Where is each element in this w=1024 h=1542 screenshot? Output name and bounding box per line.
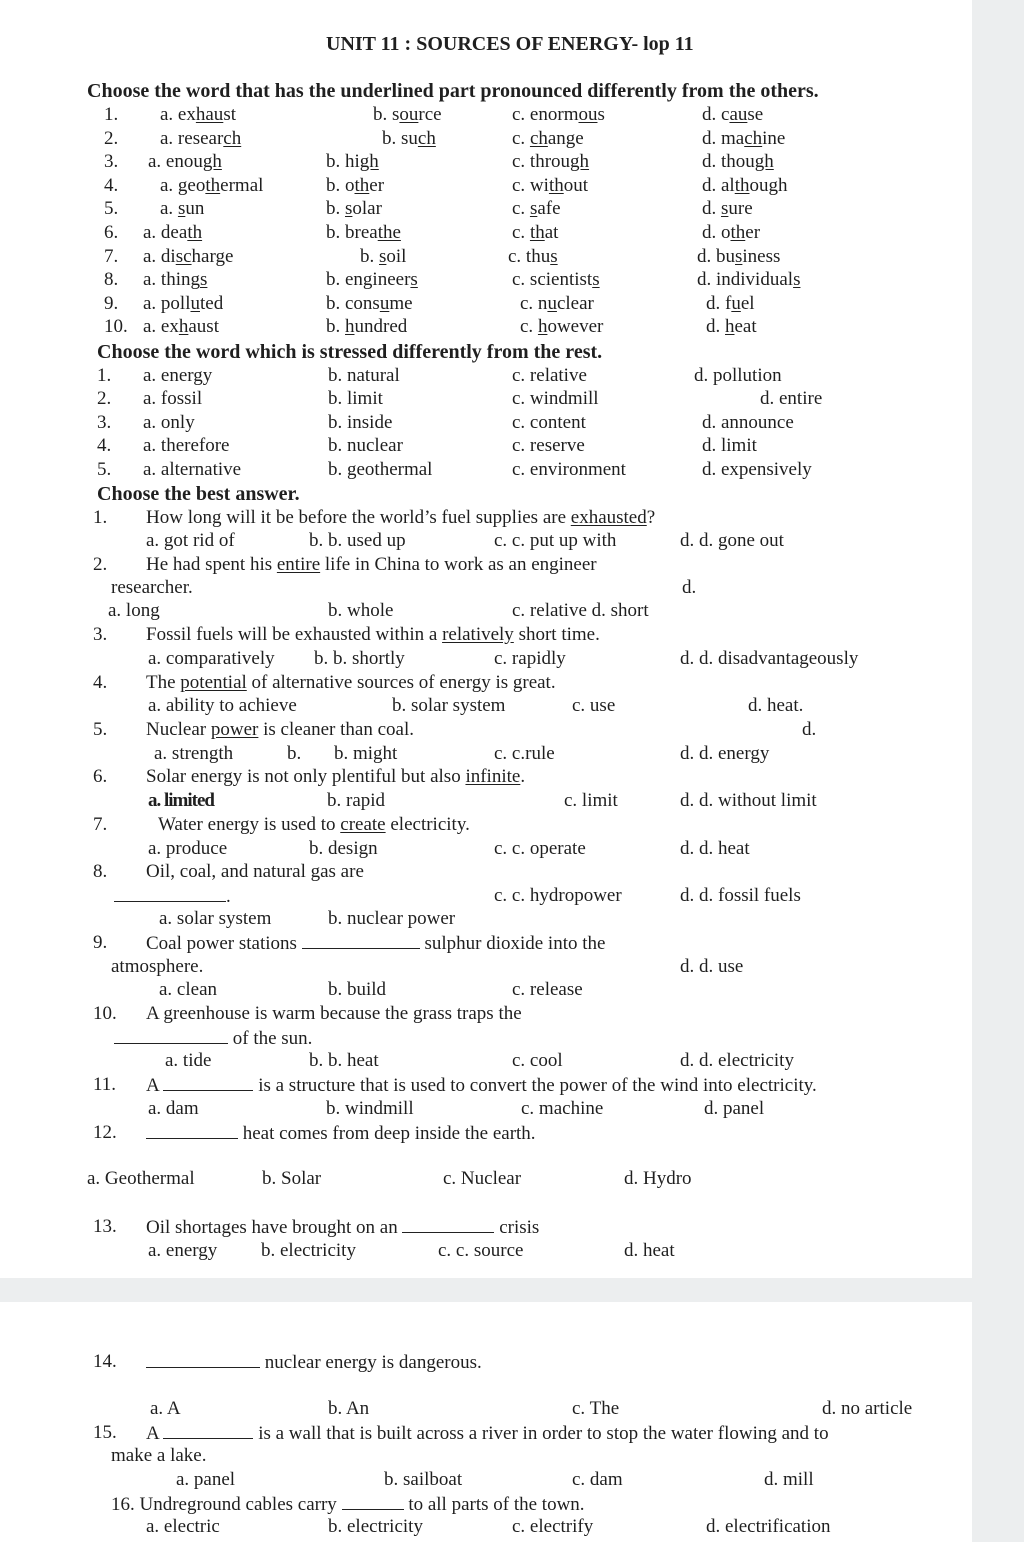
option-c: c. change — [512, 128, 584, 149]
option-a: a. electric — [146, 1516, 220, 1537]
option-d: d. although — [702, 175, 788, 196]
option-b: b. solar — [326, 198, 382, 219]
option-c: c. rapidly — [494, 648, 566, 669]
option-b: b. whole — [328, 600, 394, 621]
option-b: b. soil — [360, 246, 407, 267]
option-b: b. b. used up — [309, 530, 406, 551]
option-c: c. release — [512, 979, 583, 1000]
option-b: b. b. shortly — [314, 648, 405, 669]
option-d: d. though — [702, 151, 774, 172]
question-text: Solar energy is not only plentiful but also infinite. — [146, 766, 526, 787]
question-text-continued: researcher. — [111, 577, 193, 598]
question-number: 3. — [104, 151, 119, 172]
option-c: c. limit — [564, 790, 618, 811]
option-a: a. dam — [148, 1098, 199, 1119]
question-number: 14. — [93, 1351, 117, 1372]
question-number: 9. — [104, 293, 119, 314]
option-a: a. energy — [143, 365, 213, 386]
option-c: c. c.rule — [494, 743, 555, 764]
option-b: b. solar system — [392, 695, 506, 716]
question-number: 6. — [104, 222, 119, 243]
question-number: 15. — [93, 1422, 117, 1443]
option-a: a. things — [143, 269, 208, 290]
option-a: a. ability to achieve — [148, 695, 297, 716]
question-text: Coal power stations sulphur dioxide into the — [146, 933, 606, 954]
option-b: b. such — [382, 128, 436, 149]
option-b: b. might — [334, 743, 398, 764]
option-a: a. fossil — [143, 388, 203, 409]
option-b: b. geothermal — [328, 459, 433, 480]
option-b: b. hundred — [326, 316, 408, 337]
option-c: c. reserve — [512, 435, 585, 456]
option-a: a. long — [108, 600, 160, 621]
question-text: Nuclear power is cleaner than coal. — [146, 719, 414, 740]
option-d: d. d. disadvantageously — [680, 648, 859, 669]
option-d: d. other — [702, 222, 761, 243]
option-d: d. d. electricity — [680, 1050, 794, 1071]
option-d: d. mill — [764, 1469, 814, 1490]
option-b: b. limit — [328, 388, 383, 409]
option-a: a. clean — [159, 979, 218, 1000]
section-1-heading: Choose the word that has the underlined part pronounced differently from the others. — [87, 80, 819, 102]
option-d: d. expensively — [702, 459, 812, 480]
option-c: c. however — [520, 316, 604, 337]
option-d: d. heat — [706, 316, 757, 337]
option-c: c. relative — [512, 365, 587, 386]
option-a: a. Geothermal — [87, 1168, 195, 1189]
option-a: a. comparatively — [148, 648, 275, 669]
question-number: 10. — [93, 1003, 117, 1024]
option-b: b. design — [309, 838, 378, 859]
option-b: b. nuclear — [328, 435, 403, 456]
option-a: a. polluted — [143, 293, 224, 314]
question-number: 3. — [93, 624, 108, 645]
option-d: d. heat. — [748, 695, 804, 716]
option-d: d. electrification — [706, 1516, 831, 1537]
question-text: Water energy is used to create electricity. — [158, 814, 470, 835]
option-b: b. windmill — [326, 1098, 414, 1119]
option-d: d. sure — [702, 198, 753, 219]
option-d: d. entire — [760, 388, 823, 409]
option-b: b. high — [326, 151, 379, 172]
option-b-label: b. — [287, 743, 302, 764]
question-number: 5. — [93, 719, 108, 740]
option-b: b. electricity — [328, 1516, 423, 1537]
option-c: c. windmill — [512, 388, 599, 409]
option-b: b. b. heat — [309, 1050, 379, 1071]
question-number: 1. — [93, 507, 108, 528]
option-a: a. solar system — [159, 908, 272, 929]
option-d: d. no article — [822, 1398, 913, 1419]
option-d: d. d. without limit — [680, 790, 817, 811]
option-c: c. c. put up with — [494, 530, 617, 551]
option-b: b. natural — [328, 365, 400, 386]
question-text: Oil, coal, and natural gas are — [146, 861, 364, 882]
question-number: 7. — [104, 246, 119, 267]
option-a: a. tide — [165, 1050, 212, 1071]
option-d: d. individuals — [697, 269, 801, 290]
question-text: Fossil fuels will be exhausted within a relatively short time. — [146, 624, 600, 645]
option-a: a. panel — [176, 1469, 236, 1490]
option-a: a. enough — [148, 151, 222, 172]
option-b: b. consume — [326, 293, 413, 314]
stray-option-label: d. — [682, 577, 697, 598]
option-c: c. use — [572, 695, 616, 716]
option-b: b. other — [326, 175, 385, 196]
question-number: 5. — [97, 459, 112, 480]
option-d: d. machine — [702, 128, 786, 149]
question-number: 11. — [93, 1074, 117, 1095]
option-c: c. that — [512, 222, 559, 243]
option-c: c. without — [512, 175, 588, 196]
question-text: Oil shortages have brought on an crisis — [146, 1217, 540, 1238]
option-a: a. death — [143, 222, 203, 243]
question-text: The potential of alternative sources of energy is great. — [146, 672, 556, 693]
option-c: c. c. operate — [494, 838, 586, 859]
option-d: d. d. gone out — [680, 530, 784, 551]
option-b: b. Solar — [262, 1168, 322, 1189]
question-number: 1. — [97, 365, 112, 386]
answer-blank: . — [114, 885, 231, 908]
option-b: b. breathe — [326, 222, 401, 243]
option-c: c. Nuclear — [443, 1168, 522, 1189]
option-c: c. machine — [521, 1098, 604, 1119]
question-text: How long will it be before the world’s fuel supplies are exhausted? — [146, 507, 656, 528]
option-b: b. sailboat — [384, 1469, 463, 1490]
option-b: b. inside — [328, 412, 393, 433]
option-d: d. limit — [702, 435, 757, 456]
option-a: a. energy — [148, 1240, 218, 1261]
option-b: b. electricity — [261, 1240, 356, 1261]
option-d: d. panel — [704, 1098, 765, 1119]
question-text-continued: atmosphere. — [111, 956, 204, 977]
option-a: a. alternative — [143, 459, 242, 480]
option-a: a. therefore — [143, 435, 230, 456]
question-number: 5. — [104, 198, 119, 219]
option-c: c. enormous — [512, 104, 605, 125]
question-number: 7. — [93, 814, 108, 835]
option-a: a. A — [150, 1398, 181, 1419]
option-d: d. heat — [624, 1240, 675, 1261]
option-a: a. produce — [148, 838, 228, 859]
option-c: c. c. hydropower — [494, 885, 622, 906]
question-text: He had spent his entire life in China to work as an engineer — [146, 554, 597, 575]
option-c: c. scientists — [512, 269, 600, 290]
question-text: heat comes from deep inside the earth. — [146, 1122, 536, 1145]
option-a: a. got rid of — [146, 530, 235, 551]
option-a: a. strength — [154, 743, 234, 764]
option-a: a. discharge — [143, 246, 234, 267]
option-c: c. content — [512, 412, 586, 433]
option-d: d. pollution — [694, 365, 782, 386]
option-d: d. d. energy — [680, 743, 770, 764]
question-text: A greenhouse is warm because the grass traps the — [146, 1003, 522, 1024]
question-number: 4. — [104, 175, 119, 196]
option-c: c. dam — [572, 1469, 623, 1490]
question-number: 13. — [93, 1216, 117, 1237]
question-text-continued: of the sun. — [114, 1027, 312, 1050]
option-c: c. electrify — [512, 1516, 594, 1537]
stray-option-label: d. — [802, 719, 817, 740]
option-d: d. announce — [702, 412, 794, 433]
option-a: a. exhaust — [160, 104, 236, 125]
question-number: 10. — [104, 316, 128, 337]
option-a: a. exhaust — [143, 316, 219, 337]
worksheet-page-2 — [0, 1302, 972, 1542]
option-a: a. sun — [160, 198, 205, 219]
question-text: A is a wall that is built across a river in order to stop the water flowing and to — [146, 1423, 829, 1444]
option-c: c. cool — [512, 1050, 563, 1071]
option-b: b. engineers — [326, 269, 418, 290]
option-d: d. cause — [702, 104, 764, 125]
page-title: UNIT 11 : SOURCES OF ENERGY- lop 11 — [326, 33, 694, 55]
option-c: c. The — [572, 1398, 620, 1419]
option-c: c. thus — [508, 246, 558, 267]
option-c: c. nuclear — [520, 293, 594, 314]
option-c: c. through — [512, 151, 590, 172]
option-c: c. safe — [512, 198, 561, 219]
question-number: 9. — [93, 932, 108, 953]
option-a: a. limited — [148, 790, 214, 811]
option-b: b. rapid — [327, 790, 386, 811]
option-a: a. research — [160, 128, 242, 149]
option-d: d. d. use — [680, 956, 744, 977]
question-number: 4. — [93, 672, 108, 693]
option-a: a. geothermal — [160, 175, 264, 196]
question-number: 2. — [104, 128, 119, 149]
section-3-heading: Choose the best answer. — [97, 483, 300, 505]
option-d: d. Hydro — [624, 1168, 692, 1189]
section-2-heading: Choose the word which is stressed differently from the rest. — [97, 341, 603, 363]
question-number: 2. — [93, 554, 108, 575]
question-text: 16. Undreground cables carry to all parts of the town. — [111, 1494, 585, 1515]
option-d: d. fuel — [706, 293, 755, 314]
option-a: a. only — [143, 412, 195, 433]
option-b: b. An — [328, 1398, 370, 1419]
option-d: d. d. fossil fuels — [680, 885, 801, 906]
question-number: 8. — [104, 269, 119, 290]
question-text-continued: make a lake. — [111, 1445, 207, 1466]
question-number: 1. — [104, 104, 119, 125]
question-text: A is a structure that is used to convert the power of the wind into electricity. — [146, 1075, 817, 1096]
option-b: b. source — [373, 104, 442, 125]
question-number: 3. — [97, 412, 112, 433]
question-number: 6. — [93, 766, 108, 787]
question-number: 2. — [97, 388, 112, 409]
option-b: b. build — [328, 979, 387, 1000]
question-number: 12. — [93, 1122, 117, 1143]
question-number: 8. — [93, 861, 108, 882]
option-d: d. business — [697, 246, 781, 267]
question-text: nuclear energy is dangerous. — [146, 1351, 482, 1374]
option-c: c. relative d. short — [512, 600, 649, 621]
option-d: d. d. heat — [680, 838, 750, 859]
option-b: b. nuclear power — [328, 908, 456, 929]
question-number: 4. — [97, 435, 112, 456]
option-c: c. environment — [512, 459, 626, 480]
option-c: c. c. source — [438, 1240, 524, 1261]
